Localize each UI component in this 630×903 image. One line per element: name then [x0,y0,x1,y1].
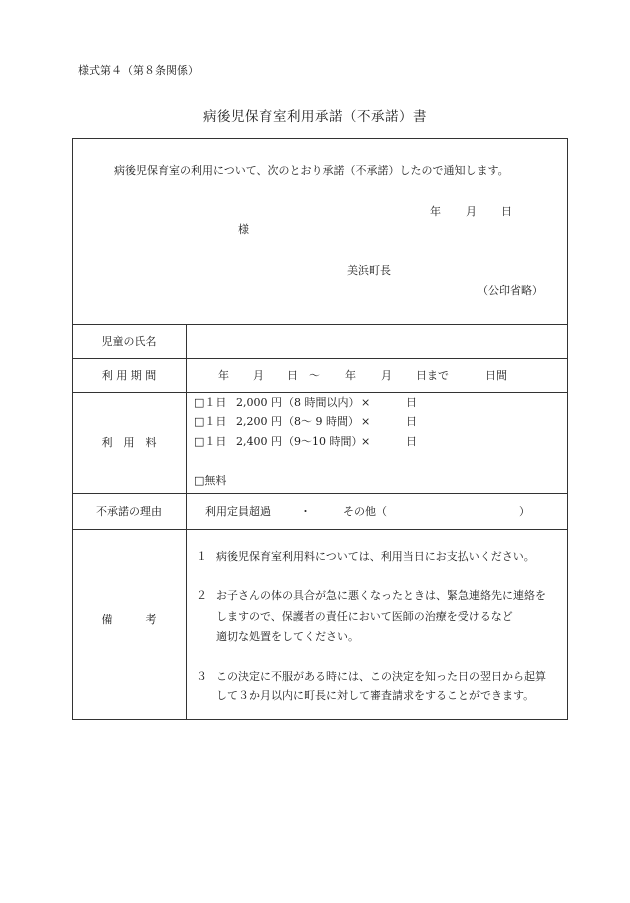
fee-label: 利 用 料 [101,436,157,449]
fee-option-amount: 2,400 円 [236,435,282,448]
fee-option-checkbox[interactable]: □１日 [194,415,227,428]
refusal-reason-other[interactable]: その他（ [343,505,387,518]
fee-option-checkbox[interactable]: □１日 [194,435,227,448]
child-name-label: 児童の氏名 [101,335,157,348]
notice-date-day: 日 [501,205,512,218]
fee-option-amount: 2,000 円 [236,396,282,409]
fee-option-times: × [361,415,371,428]
divider [72,392,568,393]
fee-option-unit: 日 [406,396,417,409]
divider [72,529,568,530]
fee-option-checkbox[interactable]: □１日 [194,396,227,409]
column-divider [186,324,187,720]
fee-option-unit: 日 [406,415,417,428]
remark-line: 適切な処置をしてください。 [216,630,359,643]
remark-number: １ [196,550,207,563]
divider [72,324,568,325]
refusal-label: 不承諾の理由 [96,505,162,518]
fee-option-times: × [361,435,371,448]
remark-line: お子さんの体の具合が急に悪くなったときは、緊急連絡先に連絡を [216,589,546,602]
remark-number: ２ [196,589,207,602]
remark-line: して３か月以内に町長に対して審査請求をすることができます。 [216,689,535,702]
remark-number: ３ [196,670,207,683]
fee-option-times: × [361,396,371,409]
divider [72,358,568,359]
remark-line: 病後児保育室利用料については、利用当日にお支払いください。 [216,550,535,563]
period-tilde: ～ [309,369,320,382]
period-year1: 年 [218,369,229,382]
refusal-reason-capacity[interactable]: 利用定員超過 [205,505,271,518]
document-title: 病後児保育室利用承諾（不承諾）書 [203,109,427,125]
period-days: 日間 [485,369,507,382]
period-month2: 月 [381,369,392,382]
period-day1: 日 [287,369,298,382]
fee-option-hours: （8 時間以内） [283,396,360,409]
notice-date-month: 月 [466,205,477,218]
notice-date-year: 年 [430,205,441,218]
fee-option-hours: （8～ 9 時間） [283,415,359,428]
issuer: 美浜町長 [347,264,391,277]
fee-option-hours: （9～10 時間） [283,435,363,448]
remarks-label: 備 考 [101,613,157,626]
notice-body: 病後児保育室の利用について、次のとおり承諾（不承諾）したので通知します。 [114,164,509,177]
refusal-separator: ・ [300,505,311,518]
divider [72,493,568,494]
period-month1: 月 [253,369,264,382]
seal-note: （公印省略） [477,284,543,297]
fee-free-checkbox[interactable]: □無料 [194,474,227,487]
form-number: 様式第４（第８条関係） [78,64,199,77]
period-label: 利 用 期 間 [101,369,157,382]
period-year2: 年 [345,369,356,382]
refusal-close-paren: ） [519,505,530,518]
period-until: 日まで [416,369,449,382]
fee-option-amount: 2,200 円 [236,415,282,428]
fee-option-unit: 日 [406,435,417,448]
addressee-suffix: 様 [238,223,249,236]
remark-line: しますので、保護者の責任において医師の治療を受けるなど [216,610,513,623]
remark-line: この決定に不服がある時には、この決定を知った日の翌日から起算 [216,670,546,683]
